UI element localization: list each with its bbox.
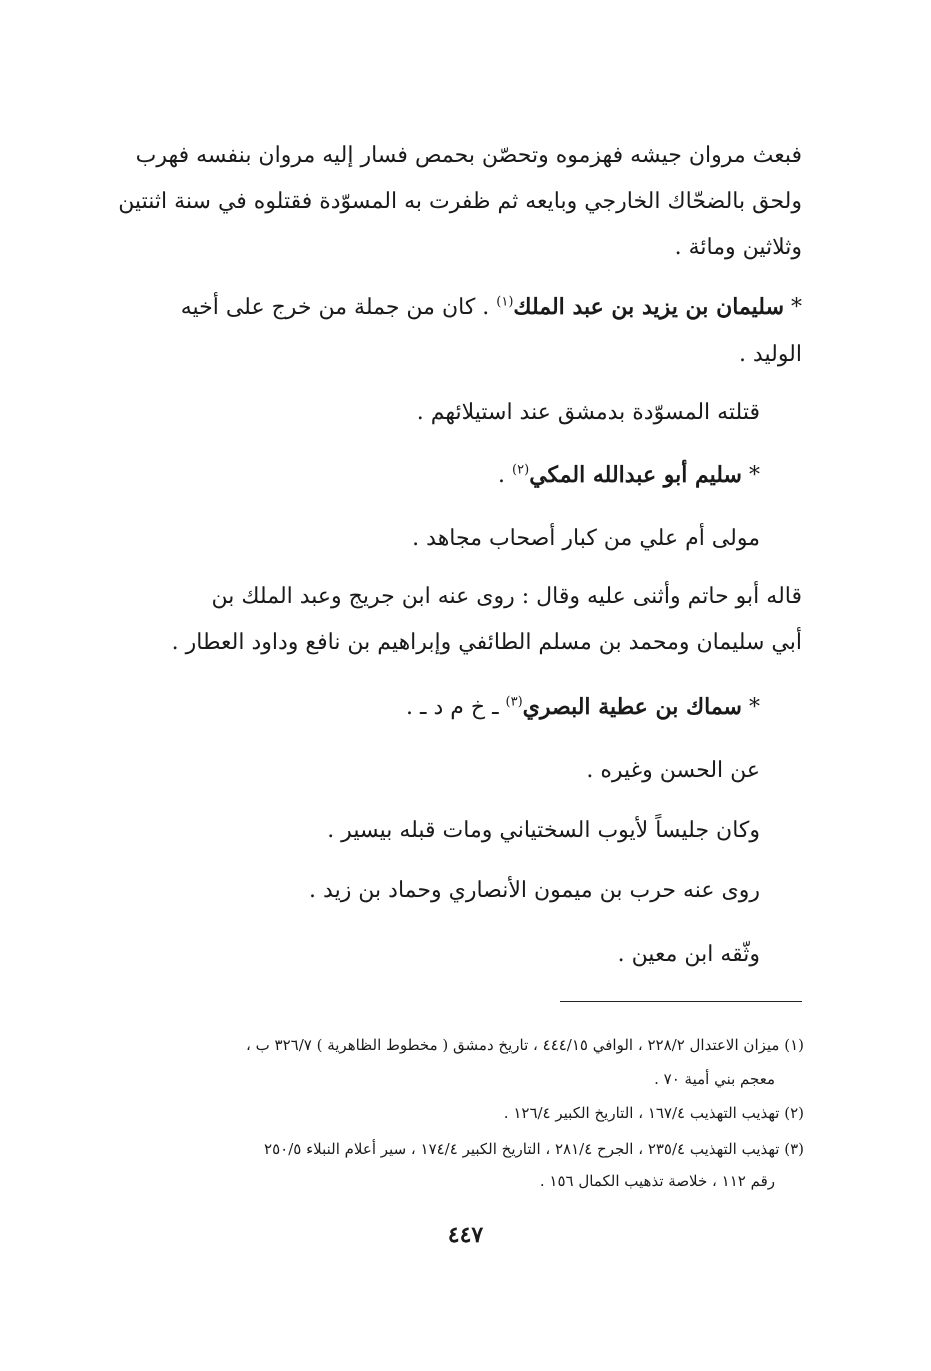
text-line: قتلته المسوّدة بدمشق عند استيلائهم . (416, 400, 760, 425)
entry-marker: * (791, 295, 802, 320)
text-line: وثّقه ابن معين . (617, 942, 760, 967)
text-line: أبي سليمان ومحمد بن مسلم الطائفي وإبراهيم بن نافع وداود العطار . (171, 630, 802, 655)
text-line: روى عنه حرب بن ميمون الأنصاري وحماد بن زيد . (309, 878, 760, 903)
footnote-ref: (٣) (505, 694, 523, 710)
footnote-ref: (٢) (512, 462, 530, 478)
text-line: فبعث مروان جيشه فهزموه وتحصّن بحمص فسار إليه مروان بنفسه فهرب (135, 143, 802, 168)
footnote-line: (٣) تهذيب التهذيب ٢٣٥/٤ ، الجرح ٢٨١/٤ ، التاريخ الكبير ١٧٤/٤ ، سير أعلام النبلاء ٢٥٠/٥ (264, 1140, 804, 1158)
entry-name: سليمان بن يزيد بن عبد الملك (513, 294, 784, 320)
entry-name: سماك بن عطية البصري (522, 694, 742, 720)
entry-text: . كان من جملة من خرج على أخيه (180, 295, 490, 320)
footnote-line: (٢) تهذيب التهذيب ١٦٧/٤ ، التاريخ الكبير ١٢٦/٤ . (503, 1104, 804, 1122)
page-number: ٤٤٧ (447, 1222, 484, 1248)
footnote-line: رقم ١١٢ ، خلاصة تذهيب الكمال ١٥٦ . (539, 1172, 775, 1190)
entry-heading (181, 292, 802, 323)
footnote-divider (560, 1001, 802, 1002)
text-line: مولى أم علي من كبار أصحاب مجاهد . (412, 526, 760, 551)
footnote-line: (١) ميزان الاعتدال ٢٢٨/٢ ، الوافي ٤٤٤/١٥ ، تاريخ دمشق ( مخطوط الظاهرية ) ٣٢٦/٧ ب ، (246, 1036, 804, 1054)
text-line: الوليد . (738, 342, 802, 367)
footnote-ref: (١) (496, 294, 514, 310)
text-line: ولحق بالضحّاك الخارجي وبايعه ثم ظفرت به المسوّدة فقتلوه في سنة اثنتين (118, 189, 802, 214)
entry-text: ـ خ م د ـ . (406, 695, 499, 720)
footnote-line: معجم بني أمية ٧٠ . (654, 1070, 775, 1088)
entry-marker: * (749, 463, 760, 488)
entry-marker: * (749, 695, 760, 720)
text-line: وكان جليساً لأيوب السختياني ومات قبله بيسير . (327, 818, 760, 843)
entry-heading (406, 692, 760, 723)
entry-heading (498, 460, 760, 491)
entry-text: . (498, 463, 506, 488)
text-line: وثلاثين ومائة . (674, 235, 802, 260)
text-line: قاله أبو حاتم وأثنى عليه وقال : روى عنه ابن جريج وعبد الملك بن (211, 584, 802, 609)
entry-name: سليم أبو عبدالله المكي (529, 462, 742, 488)
text-line: عن الحسن وغيره . (586, 758, 760, 783)
